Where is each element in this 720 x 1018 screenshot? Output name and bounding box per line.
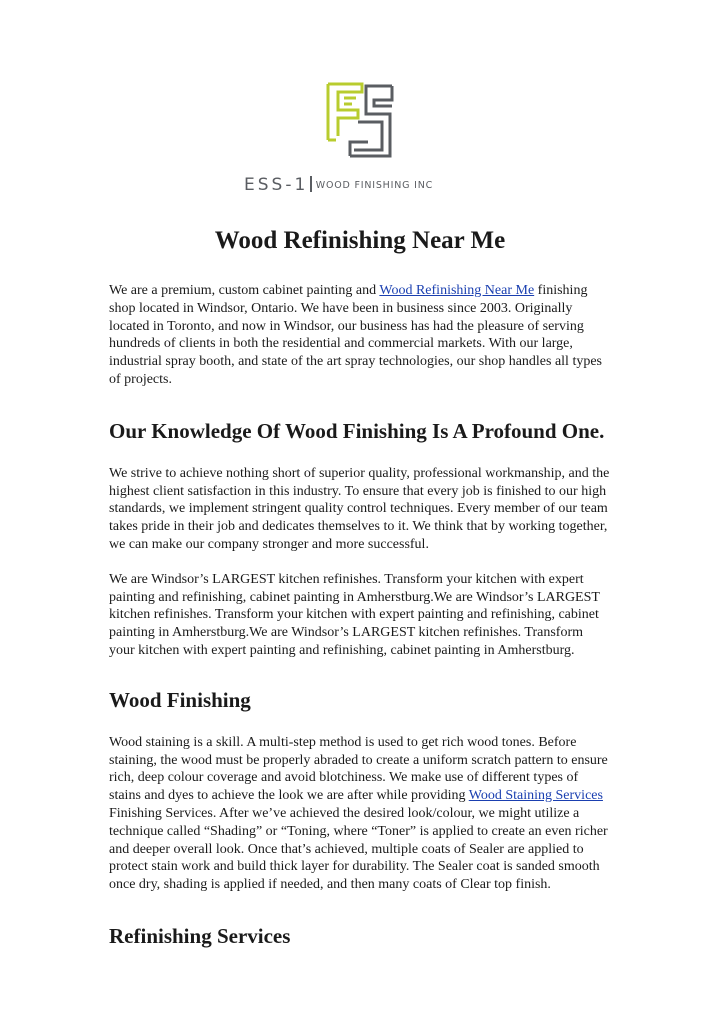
es-monogram-logo-icon [324, 80, 396, 160]
wood-staining-services-link[interactable]: Wood Staining Services [468, 788, 603, 804]
knowledge-paragraph: We strive to achieve nothing short of superior quality, professional workmanship, and the highest client satisfaction in this industry. To ensure that every job is finished to our high standards, we implement stringent quality control techniques. Every member of our team takes pride in their job and dedicates themselves to it. We think that by working together, we can make our company stronger and more successful. [109, 465, 610, 552]
logo-divider [310, 176, 312, 192]
document-body [109, 222, 611, 970]
wood-finishing-paragraph [109, 734, 611, 894]
logo-brand: ESS-1 [244, 175, 309, 195]
logo-wordmark [244, 176, 433, 194]
page-title: Wood Refinishing Near Me [214, 227, 506, 254]
company-logo [0, 80, 720, 195]
intro-paragraph [109, 282, 611, 389]
section-heading-wood-finishing: Wood Finishing [109, 687, 251, 712]
logo-tagline: WOOD FINISHING INC [315, 180, 434, 191]
largest-refinishers-paragraph: We are Windsor’s LARGEST kitchen refinishes. Transform your kitchen with expert painting and refinishing, cabinet painting in Amherstburg.We are Windsor’s LARGEST kitchen refinishes. Transform your kitchen with expert painting and refinishing, cabinet painting in Amherstburg.We are Windsor’s LARGEST kitchen refinishes. Transform your kitchen with expert painting and refinishing, cabinet painting in Amherstburg. [109, 571, 600, 658]
section-heading-refinishing-services: Refinishing Services [109, 923, 291, 948]
staining-text-before: Wood staining is a skill. A multi-step method is used to get rich wood tones. Before staining, the wood must be properly abraded to create a uniform scratch pattern to ensure rich, deep colour coverage and avoid blotchiness. We make use of different types of stains and dyes to achieve the look we are after while providing [109, 734, 608, 804]
section-heading-knowledge: Our Knowledge Of Wood Finishing Is A Profound One. [109, 418, 605, 443]
staining-text-after: Finishing Services. After we’ve achieved the desired look/colour, we might utilize a technique called “Shading” or “Toning, where “Toner” is applied to create an even richer and deeper overall look. Once that’s achieved, multiple coats of Sealer are applied to protect stain work and build thick layer for durability. The Sealer coat is sanded smooth once dry, shading is applied if needed, and then many coats of Clear top finish. [109, 805, 608, 893]
intro-text-after: finishing shop located in Windsor, Ontario. We have been in business since 2003. Originally located in Toronto, and now in Windsor, our business has had the pleasure of serving hundreds of clients in both the residential and commercial markets. With our large, industrial spray booth, and state of the art spray technologies, our shop handles all types of projects. [109, 283, 603, 387]
wood-refinishing-link[interactable]: Wood Refinishing Near Me [379, 283, 535, 298]
intro-text-before: We are a premium, custom cabinet painting and [109, 283, 380, 298]
